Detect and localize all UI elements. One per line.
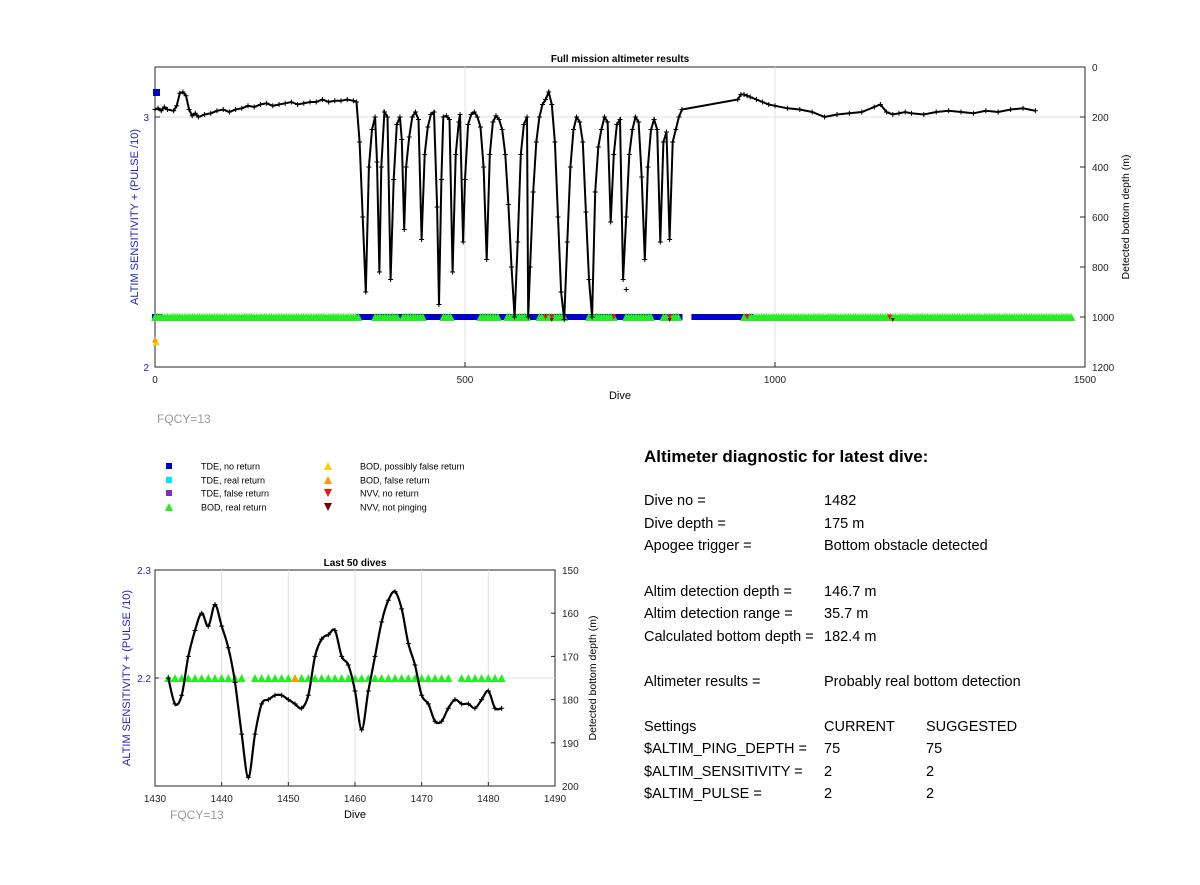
bottom-y2-tick-label: 190 (562, 738, 579, 750)
legend-triangle-icon (324, 462, 332, 470)
legend-label: TDE, real return (201, 475, 266, 486)
diag-label-dive-no: Dive no = (644, 493, 706, 509)
diag-label-bottom-depth: Calculated bottom depth = (644, 629, 814, 645)
settings-header-label: Settings (644, 719, 697, 735)
legend-label: NVV, not pinging (360, 502, 427, 513)
diag-label-dive-depth: Dive depth = (644, 516, 726, 532)
bottom-y2-tick-label: 150 (562, 566, 579, 577)
bottom-x-tick-label: 1460 (343, 794, 367, 805)
settings-header-suggested: SUGGESTED (926, 719, 1018, 735)
tde-no-return-marker (153, 89, 160, 96)
top-y2-tick-label: 400 (1092, 163, 1109, 174)
settings-header-current: CURRENT (824, 719, 895, 735)
bottom-x-tick-label: 1450 (277, 794, 300, 805)
legend-triangle-icon (165, 503, 173, 511)
diag-label-detection-depth: Altim detection depth = (644, 584, 792, 600)
diag-value-detection-depth: 146.7 m (824, 584, 877, 600)
legend-label: BOD, false return (360, 475, 430, 486)
setting-current-sensitivity: 2 (824, 764, 833, 780)
legend-label: BOD, possibly false return (360, 461, 465, 472)
legend (165, 462, 465, 513)
bottom-y2-tick-label: 180 (562, 695, 579, 707)
legend-label: BOD, real return (201, 502, 267, 513)
bottom-y2-tick-label: 200 (562, 782, 579, 793)
legend-square-icon (166, 463, 172, 469)
diagnostic-title: Altimeter diagnostic for latest dive: (644, 447, 929, 466)
diag-value-results: Probably real bottom detection (824, 674, 1021, 690)
legend-triangle-icon (324, 489, 332, 497)
top-y2-tick-label: 0 (1092, 63, 1098, 74)
bottom-y2-axis-label: Detected bottom depth (m) (587, 615, 599, 741)
bottom-y-tick-label: 2.2 (137, 674, 151, 685)
bottom-x-tick-label: 1440 (210, 794, 233, 805)
legend-label: TDE, false return (201, 488, 270, 499)
top-x-tick-label: 0 (152, 375, 158, 386)
diag-value-bottom-depth: 182.4 m (824, 629, 877, 645)
legend-square-icon (166, 477, 172, 483)
legend-square-icon (166, 490, 172, 496)
diag-value-dive-depth: 175 m (824, 516, 865, 532)
diag-label-results: Altimeter results = (644, 674, 761, 690)
top-y-tick-label: 3 (143, 113, 149, 124)
top-y-tick-label: 2 (143, 363, 149, 374)
legend-triangle-icon (324, 476, 332, 484)
last-50-dives-chart (121, 558, 599, 821)
diag-label-detection-range: Altim detection range = (644, 606, 793, 622)
setting-label-ping-depth: $ALTIM_PING_DEPTH = (644, 741, 807, 757)
full-mission-chart (129, 54, 1132, 402)
bottom-y-axis-label: ALTIM SENSITIVITY + (PULSE /10) (121, 590, 133, 766)
diag-label-apogee: Apogee trigger = (644, 538, 752, 554)
top-y2-axis-label: Detected bottom depth (m) (1120, 154, 1132, 280)
legend-label: NVV, no return (360, 488, 419, 499)
bottom-x-tick-label: 1480 (477, 794, 500, 805)
setting-suggested-pulse: 2 (926, 786, 935, 802)
bottom-x-tick-label: 1490 (543, 794, 567, 805)
bottom-x-tick-label: 1430 (143, 794, 167, 805)
setting-label-sensitivity: $ALTIM_SENSITIVITY = (644, 764, 803, 780)
bottom-x-tick-label: 1470 (410, 794, 433, 805)
top-x-tick-label: 1500 (1073, 375, 1097, 386)
bottom-y2-tick-label: 170 (562, 652, 579, 664)
top-y2-tick-label: 1000 (1092, 313, 1115, 324)
diag-value-apogee: Bottom obstacle detected (824, 538, 988, 554)
setting-label-pulse: $ALTIM_PULSE = (644, 786, 762, 802)
setting-current-ping-depth: 75 (824, 741, 841, 757)
legend-triangle-icon (324, 503, 332, 511)
top-fqcy-label: FQCY=13 (157, 412, 211, 426)
top-y2-tick-label: 800 (1092, 263, 1109, 274)
bottom-y-tick-label: 2.3 (137, 566, 151, 577)
top-y2-tick-label: 600 (1092, 213, 1109, 224)
bottom-chart-title: Last 50 dives (323, 558, 387, 569)
bottom-y2-tick-label: 160 (562, 609, 579, 621)
top-y-axis-label: ALTIM SENSITIVITY + (PULSE /10) (129, 129, 141, 305)
bottom-fqcy-label: FQCY=13 (170, 808, 224, 822)
top-y2-tick-label: 200 (1092, 113, 1109, 124)
setting-suggested-ping-depth: 75 (926, 741, 943, 757)
top-x-axis-label: Dive (608, 390, 632, 402)
diag-value-dive-no: 1482 (824, 493, 857, 509)
top-chart-title: Full mission altimeter results (550, 54, 690, 65)
setting-suggested-sensitivity: 2 (926, 764, 935, 780)
top-x-tick-label: 500 (456, 375, 474, 386)
bottom-x-axis-label: Dive (343, 809, 367, 821)
top-y2-tick-label: 1200 (1092, 363, 1115, 374)
diag-value-detection-range: 35.7 m (824, 606, 869, 622)
legend-label: TDE, no return (201, 461, 261, 472)
top-x-tick-label: 1000 (763, 375, 787, 386)
setting-current-pulse: 2 (824, 786, 833, 802)
